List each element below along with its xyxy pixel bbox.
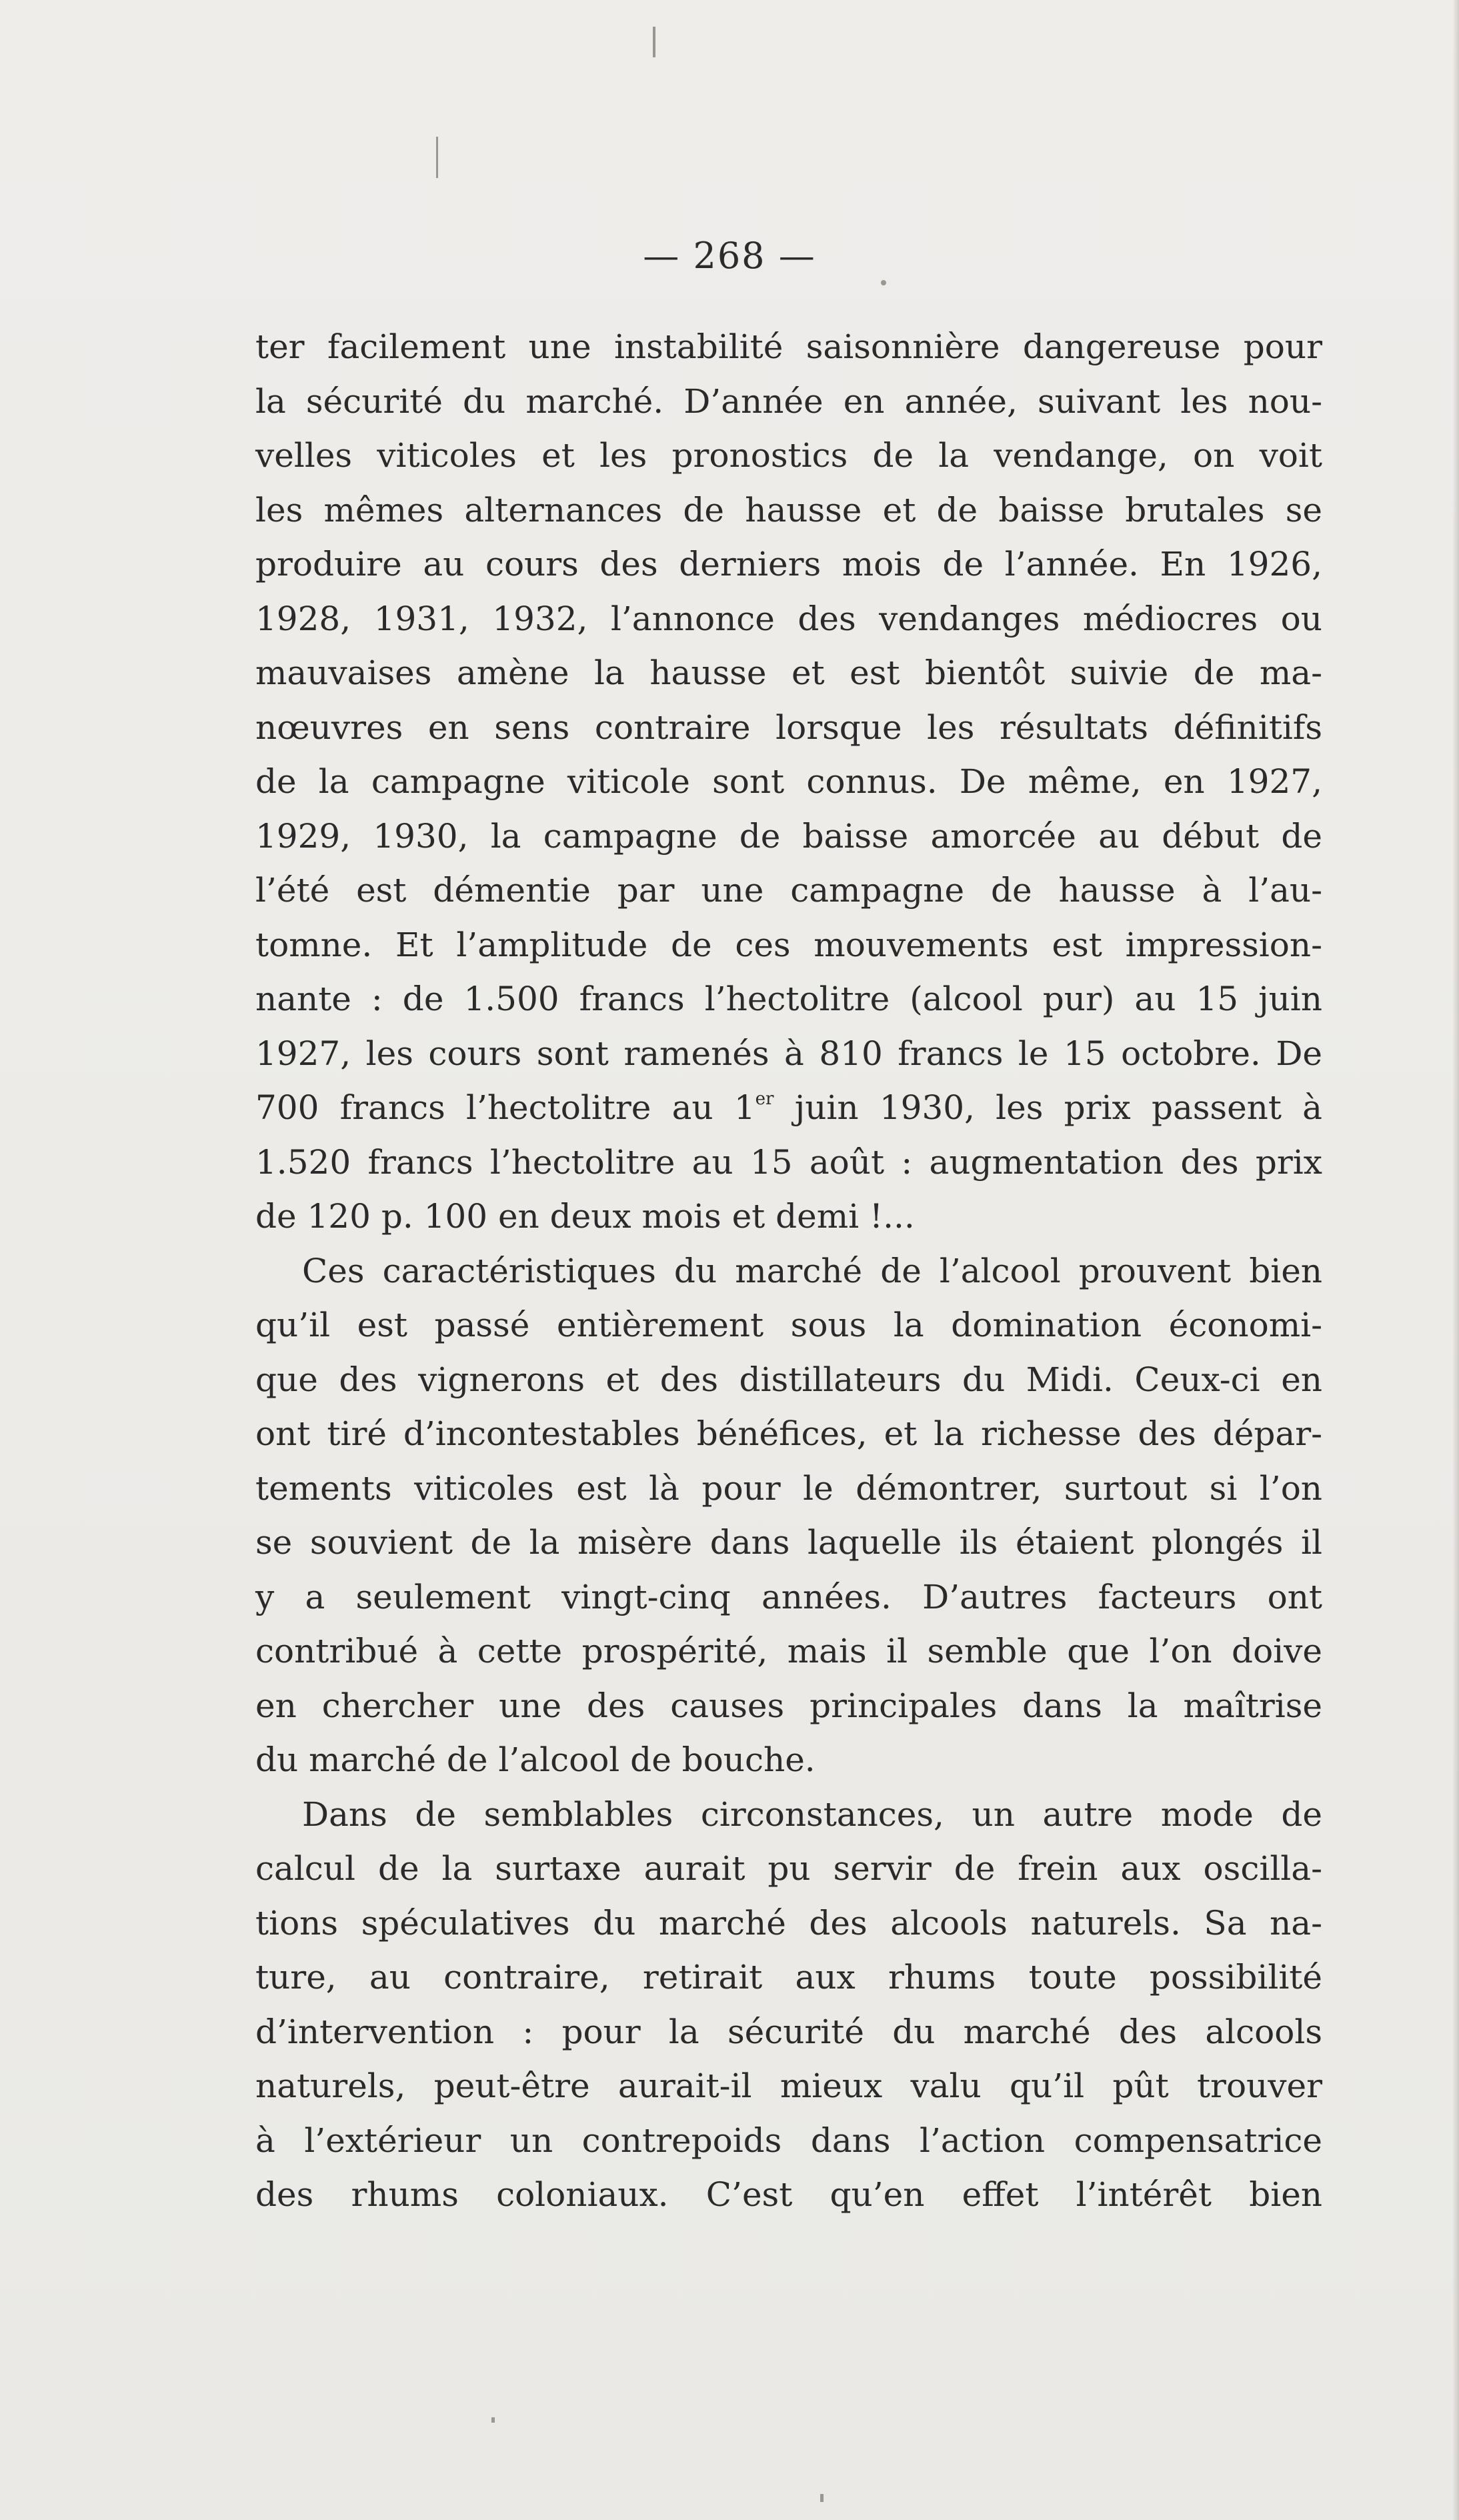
text-segment: juin 1930, les prix passent à	[774, 1088, 1322, 1127]
text-line: nante : de 1.500 francs l’hectolitre (alcool pur) au 15 juin	[255, 980, 1322, 1018]
text-line: de la campagne viticole sont connus. De même, en 1927,	[255, 762, 1322, 801]
text-line: tions spéculatives du marché des alcools naturels. Sa na-	[255, 1903, 1322, 1943]
ink-speck	[436, 137, 438, 178]
text-line: y a seulement vingt-cinq années. D’autres facteurs ont	[255, 1577, 1322, 1616]
text-line: de 120 p. 100 en deux mois et demi !...	[255, 1197, 915, 1236]
text-line: naturels, peut-être aurait-il mieux valu qu’il pût trouver	[255, 2067, 1322, 2105]
text-line: ture, au contraire, retirait aux rhums toute possibilité	[255, 1958, 1322, 1997]
paragraph-first-line: Dans de semblables circonstances, un autre mode de	[302, 1794, 1322, 1834]
ink-speck	[491, 2417, 495, 2423]
text-line: l’été est démentie par une campagne de hausse à l’au-	[255, 871, 1322, 910]
text-line: ont tiré d’incontestables bénéfices, et la richesse des dépar-	[255, 1414, 1322, 1453]
text-line: tomne. Et l’amplitude de ces mouvements est impression-	[255, 925, 1322, 964]
text-line: contribué à cette prospérité, mais il semble que l’on doive	[255, 1632, 1322, 1670]
body-text	[255, 320, 1322, 2223]
text-line: les mêmes alternances de hausse et de baisse brutales se	[255, 490, 1322, 529]
ink-speck	[881, 280, 886, 285]
text-line: produire au cours des derniers mois de l’année. En 1926,	[255, 545, 1322, 583]
text-line: du marché de l’alcool de bouche.	[255, 1740, 816, 1779]
ink-speck	[653, 27, 655, 57]
text-line: calcul de la surtaxe aurait pu servir de frein aux oscilla-	[255, 1849, 1322, 1888]
text-segment: 700 francs l’hectolitre au 1	[255, 1088, 756, 1127]
text-line: 1927, les cours sont ramenés à 810 francs le 15 octobre. De	[255, 1034, 1322, 1073]
text-line-with-superscript	[255, 1081, 1322, 1136]
text-line: en chercher une des causes principales dans la maîtrise	[255, 1686, 1322, 1725]
text-line: que des vignerons et des distillateurs du Midi. Ceux-ci en	[255, 1360, 1322, 1399]
text-line: 1928, 1931, 1932, l’annonce des vendanges médiocres ou	[255, 599, 1322, 638]
text-line: tements viticoles est là pour le démontrer, surtout si l’on	[255, 1468, 1322, 1508]
text-line: des rhums coloniaux. C’est qu’en effet l’intérêt bien	[255, 2175, 1322, 2214]
ink-speck	[820, 2494, 824, 2502]
text-line: velles viticoles et les pronostics de la vendange, on voit	[255, 436, 1322, 475]
text-line: à l’extérieur un contrepoids dans l’action compensatrice	[255, 2121, 1322, 2160]
text-line: ter facilement une instabilité saisonnière dangereuse pour	[255, 327, 1322, 366]
text-line: 1.520 francs l’hectolitre au 15 août : augmentation des prix	[255, 1142, 1322, 1182]
text-line: qu’il est passé entièrement sous la domination économi-	[255, 1306, 1322, 1344]
paragraph-first-line: Ces caractéristiques du marché de l’alcool prouvent bien	[302, 1251, 1322, 1290]
text-line: se souvient de la misère dans laquelle ils étaient plongés il	[255, 1523, 1322, 1562]
ordinal-superscript: er	[755, 1089, 774, 1109]
text-line: mauvaises amène la hausse et est bientôt suivie de ma-	[255, 654, 1322, 692]
page-edge-shadow	[1452, 0, 1459, 2520]
text-line: d’intervention : pour la sécurité du marché des alcools	[255, 2012, 1322, 2051]
text-line: la sécurité du marché. D’année en année, suivant les nou-	[255, 381, 1322, 421]
page-number: — 268 —	[643, 235, 816, 277]
text-line: nœuvres en sens contraire lorsque les résultats définitifs	[255, 708, 1322, 747]
text-line: 1929, 1930, la campagne de baisse amorcée au début de	[255, 816, 1322, 856]
